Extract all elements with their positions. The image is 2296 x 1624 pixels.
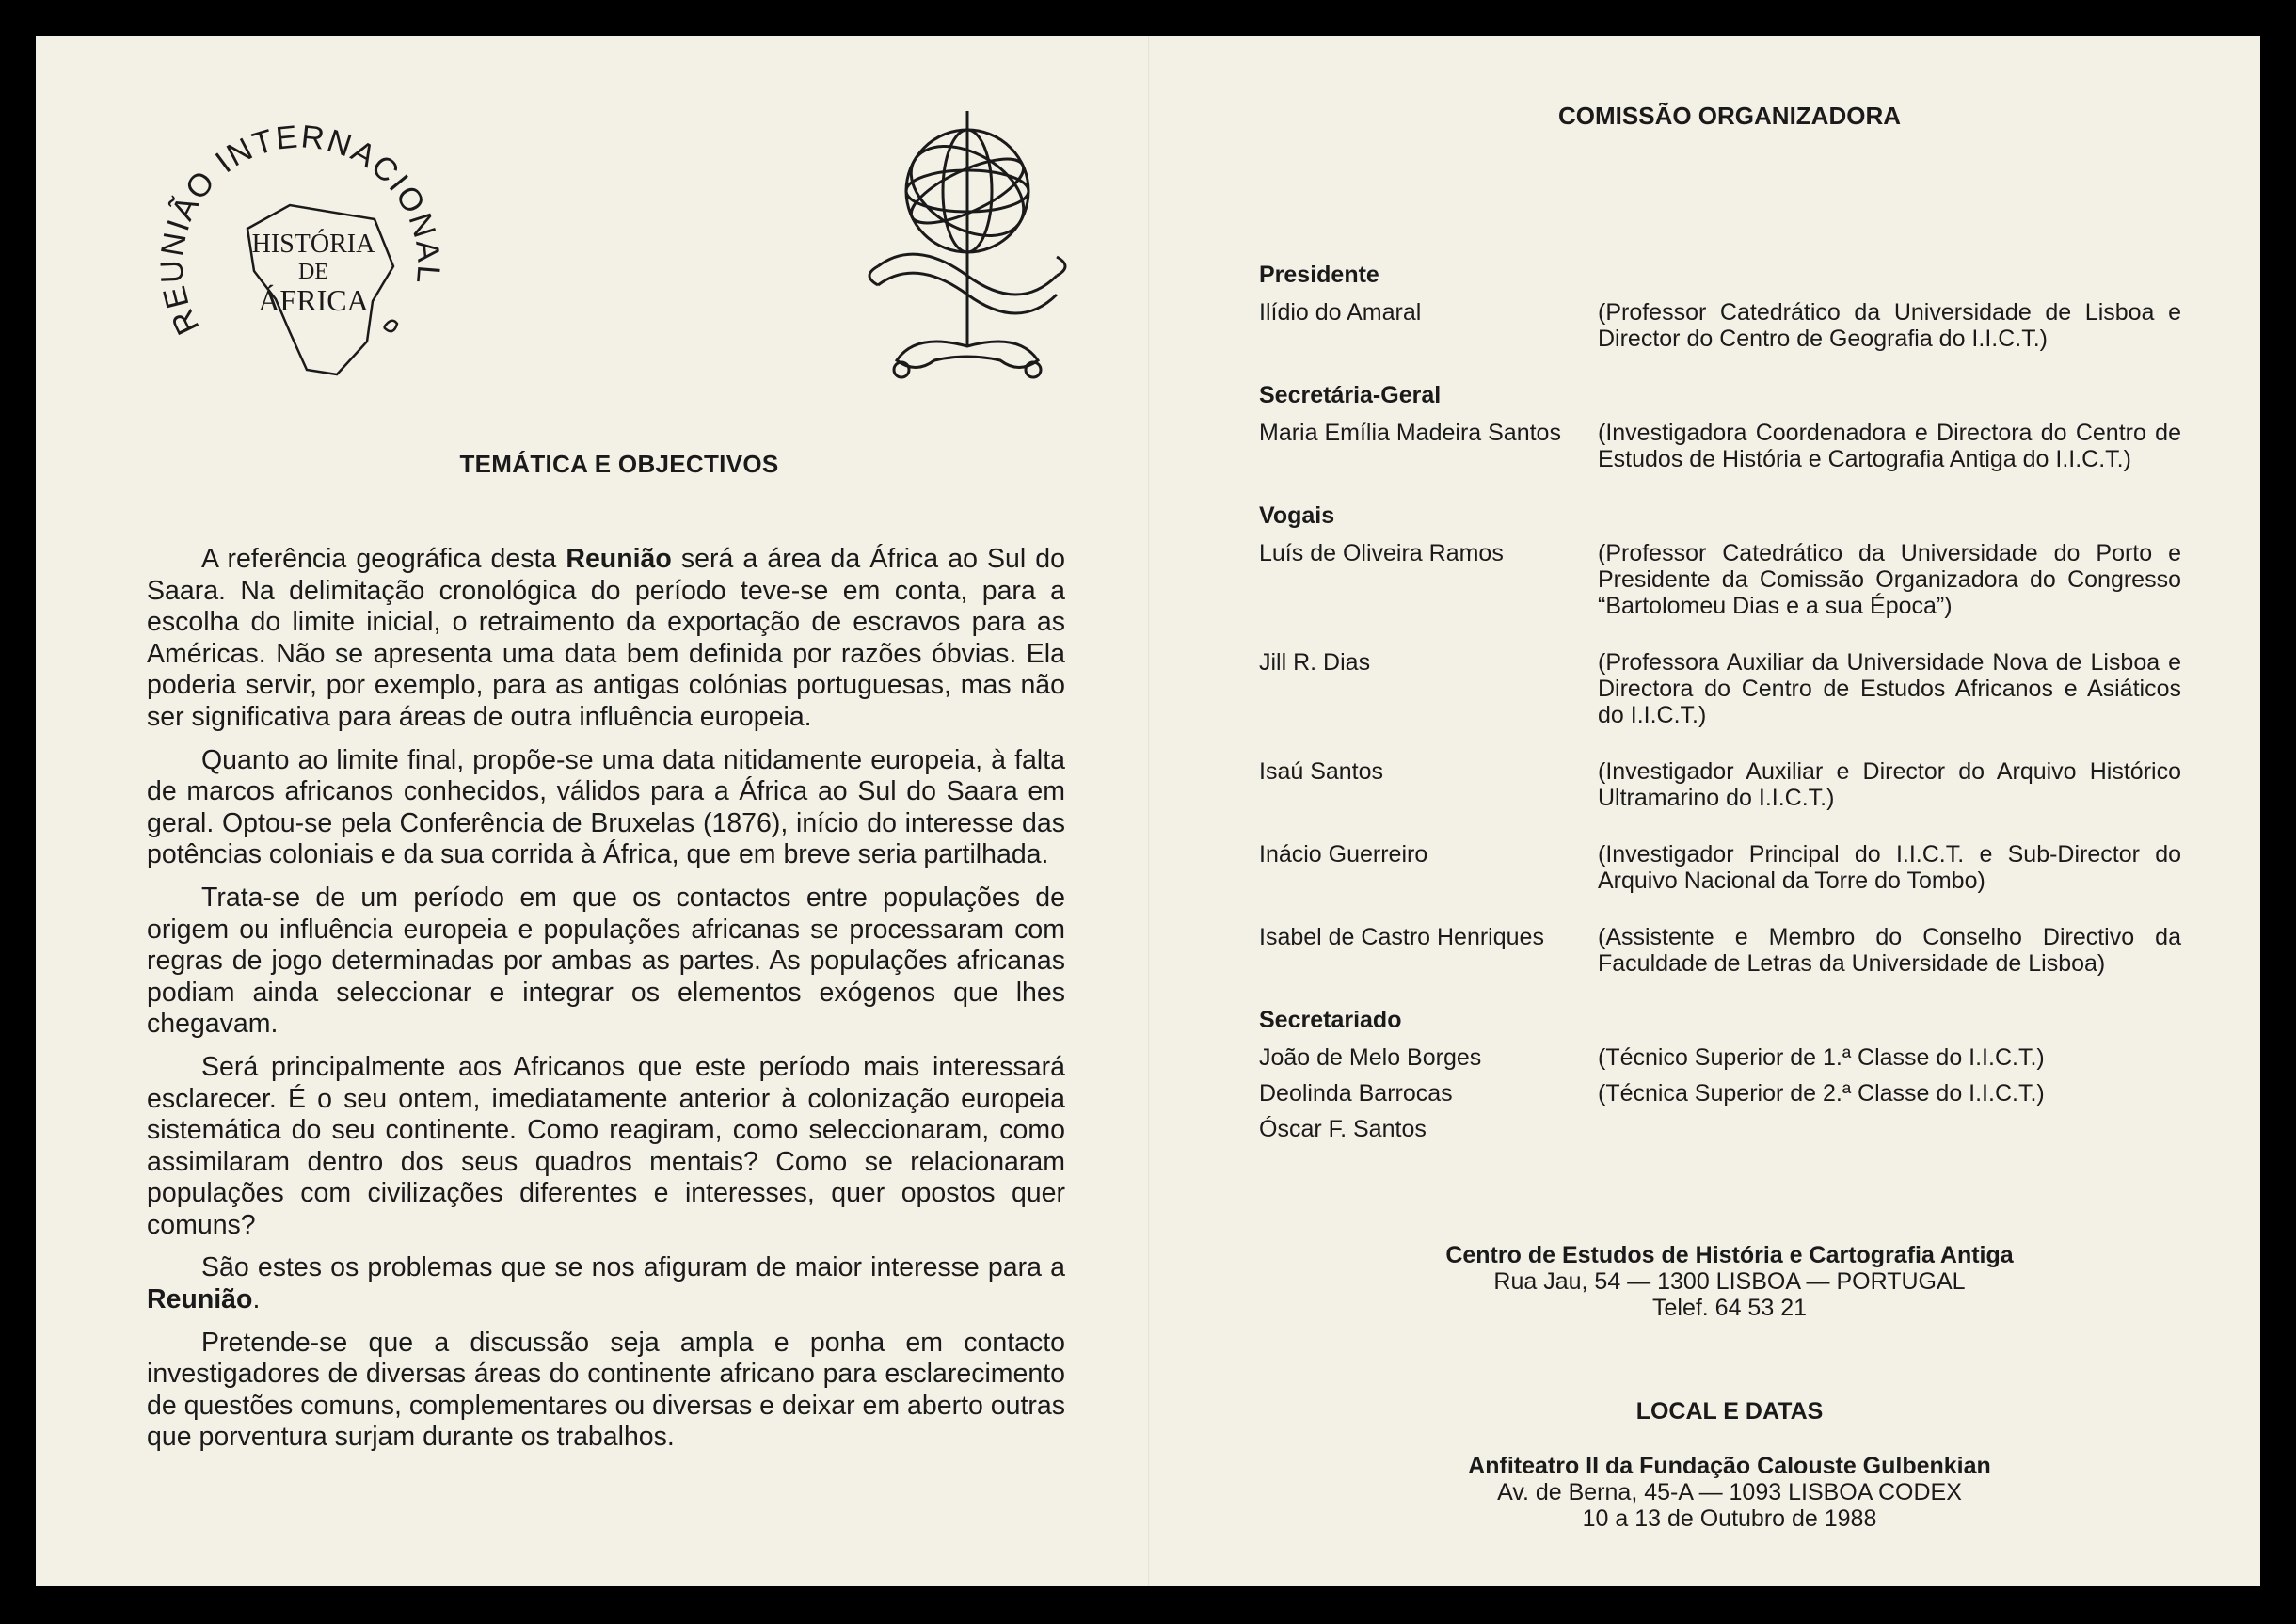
comissao-title: COMISSÃO ORGANIZADORA (1558, 102, 1901, 130)
armillary-sphere-icon (859, 106, 1076, 389)
centro-address: Rua Jau, 54 — 1300 LISBOA — PORTUGAL (1493, 1268, 1966, 1295)
local-venue: Anfiteatro II da Fundação Calouste Gulbenkian (1468, 1453, 1991, 1479)
member-row (1259, 299, 2181, 352)
member-name: Óscar F. Santos (1259, 1116, 1427, 1142)
centro-name: Centro de Estudos de História e Cartografia Antiga (1445, 1242, 2014, 1268)
member-row (1259, 540, 2181, 619)
committee-list (1259, 262, 2181, 1152)
local-dates: 10 a 13 de Outubro de 1988 (1582, 1505, 1877, 1532)
madagascar-icon (384, 321, 397, 331)
member-name: João de Melo Borges (1259, 1044, 1482, 1071)
paragraph-1: A referência geográfica desta Reunião será a área da África ao Sul do Saara. Na delimitação cronológica do período teve-se em conta, para a escolha do limite inicial, o retraimento da exportação de escravos para as Américas. Não se apresenta uma data bem definida por razões óbvias. Ela poderia servir, por exemplo, para as antigas colónias portuguesas, mas não ser significativa para áreas de outra influência europeia. (147, 544, 1066, 732)
role-secretariado: Secretariado (1259, 1007, 1402, 1033)
brochure-sheet (36, 36, 2260, 1586)
member-row (1259, 1116, 2181, 1142)
role-secretaria-geral: Secretária-Geral (1259, 382, 1442, 408)
logo-line-historia: HISTÓRIA (251, 230, 375, 259)
logo-line-africa: ÁFRICA (258, 283, 369, 317)
member-name: Luís de Oliveira Ramos (1259, 540, 1504, 566)
paragraph-2: Quanto ao limite final, propõe-se uma data nitidamente europeia, à falta de marcos africanos conhecidos, válidos para a África ao Sul do Saara em geral. Optou-se pela Conferência de Bruxelas (1876), início do interesse das potências coloniais e da sua corrida à África, que em breve seria partilhada. (147, 744, 1065, 870)
member-desc: (Assistente e Membro do Conselho Directivo da Faculdade de Letras da Universidade de Lisboa) (1598, 924, 2181, 977)
member-name: Isaú Santos (1259, 758, 1384, 785)
member-name: Inácio Guerreiro (1259, 841, 1428, 868)
member-desc: (Técnica Superior de 2.ª Classe do I.I.C.T.) (1598, 1080, 2045, 1107)
member-name: Isabel de Castro Henriques (1259, 924, 1544, 950)
tematica-body (147, 544, 1065, 1465)
logo-arc-text: REUNIÃO INTERNACIONAL (153, 119, 447, 341)
member-row (1259, 1044, 2181, 1071)
tematica-title: TEMÁTICA E OBJECTIVOS (459, 450, 779, 478)
member-desc: (Investigadora Coordenadora e Directora do Centro de Estudos de História e Cartografia Antiga do I.I.C.T.) (1598, 420, 2181, 472)
local-heading: LOCAL E DATAS (1635, 1398, 1824, 1425)
reuniao-logo (149, 102, 469, 393)
centro-phone: Telef. 64 53 21 (1651, 1295, 1807, 1321)
member-row (1259, 1080, 2181, 1107)
local-datas-block (1259, 1398, 2200, 1532)
paragraph-5: São estes os problemas que se nos afiguram de maior interesse para a Reunião. (147, 1252, 1065, 1315)
member-row (1259, 758, 2181, 811)
member-name: Jill R. Dias (1259, 649, 1371, 676)
paragraph-6: Pretende-se que a discussão seja ampla e ponha em contacto investigadores de diversas áreas do continente africano para esclarecimento de questões comuns, complementares ou diversas e deixar em aberto outras que porventura surjam durante os trabalhos. (147, 1327, 1065, 1453)
member-desc: (Investigador Principal do I.I.C.T. e Sub-Director do Arquivo Nacional da Torre do Tombo) (1598, 841, 2181, 894)
paragraph-3: Trata-se de um período em que os contactos entre populações de origem ou influência europeia e populações africanas se processaram com regras de jogo determinadas por ambas as partes. As populações africanas podiam ainda seleccionar e integrar os elementos exógenos que lhes chegavam. (147, 882, 1065, 1040)
centro-address-block (1259, 1242, 2200, 1321)
member-desc (1598, 1116, 2181, 1142)
role-presidente: Presidente (1259, 262, 1379, 288)
member-row (1259, 924, 2181, 977)
member-desc: (Técnico Superior de 1.ª Classe do I.I.C.T.) (1598, 1044, 2045, 1071)
paragraph-4: Será principalmente aos Africanos que este período mais interessará esclarecer. É o seu ontem, imediatamente anterior à colonização europeia sistemática do seu continente. Como reagiram, como seleccionaram, como assimilaram dentro dos seus quadros mentais? Como se relacionaram populações com civilizações diferentes e interesses, quer opostos quer comuns? (147, 1051, 1065, 1240)
logo-line-de: DE (298, 260, 328, 284)
member-row (1259, 420, 2181, 472)
member-name: Maria Emília Madeira Santos (1259, 420, 1561, 446)
member-row (1259, 841, 2181, 894)
member-desc: (Investigador Auxiliar e Director do Arquivo Histórico Ultramarino do I.I.C.T.) (1598, 758, 2181, 811)
member-row (1259, 649, 2181, 728)
role-vogais: Vogais (1259, 502, 1335, 529)
local-address: Av. de Berna, 45-A — 1093 LISBOA CODEX (1497, 1479, 1962, 1505)
member-name: Ilídio do Amaral (1259, 299, 1422, 326)
member-name: Deolinda Barrocas (1259, 1080, 1453, 1107)
member-desc: (Professor Catedrático da Universidade de Lisboa e Director do Centro de Geografia do I.I.C.T.) (1598, 299, 2181, 352)
member-desc: (Professora Auxiliar da Universidade Nova de Lisboa e Directora do Centro de Estudos Africanos e Asiáticos do I.I.C.T.) (1598, 649, 2181, 728)
center-fold (1148, 36, 1150, 1586)
member-desc: (Professor Catedrático da Universidade do Porto e Presidente da Comissão Organizadora do Congresso “Bartolomeu Dias e a sua Época”) (1598, 540, 2181, 619)
